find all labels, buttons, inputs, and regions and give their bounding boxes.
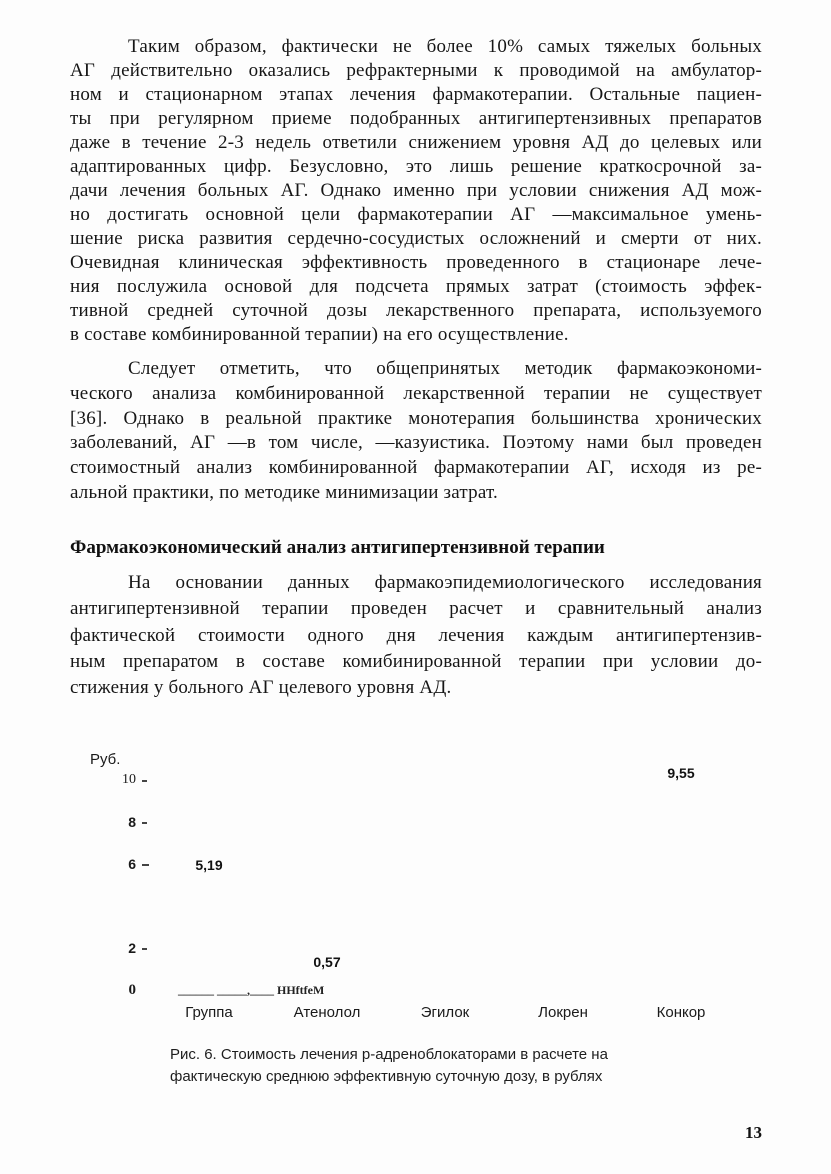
y-tick-label: 2 [128,940,136,956]
x-category-label: Локрен [538,1004,588,1021]
x-category-label: Группа [185,1004,233,1021]
x-category-label: Конкор [656,1004,706,1021]
caption-line: Рис. 6. Стоимость лечения р-адреноблокаторами в расчете на [170,1046,608,1063]
text-line: АГ действительно оказались рефрактерными к проводимой на амбулатор- [70,60,762,81]
text-line: фактической стоимости одного дня лечения каждым антигипертензив- [70,624,762,646]
text-line: даже в течение 2-3 недель ответили снижением уровня АД до целевых или [70,132,762,153]
section-heading: Фармакоэкономический анализ антигипертензивной терапии [70,537,605,558]
page-number: 13 [745,1123,762,1142]
text-line: шение риска развития сердечно-сосудистых осложнений и смерти от них. [70,228,762,249]
y-axis-label: Руб. [90,751,121,768]
text-line: На основании данных фармакоэпидемиологического исследования [128,572,762,593]
data-label: 0,57 [313,954,341,971]
text-line: но достигать основной цели фармакотерапии АГ —максимальное умень- [70,204,762,225]
text-line: альной практики, по методике минимизации затрат. [70,481,498,503]
x-category-label: Эгилок [420,1004,470,1021]
text-line: ния послужила основой для подсчета прямых затрат (стоимость эффек- [70,276,762,297]
paragraph [70,357,762,506]
y-tick-mark [142,948,147,950]
text-line: тивной средней суточной дозы лекарственного препарата, используемого [70,300,762,321]
y-tick-mark [142,822,147,824]
text-line: Следует отметить, что общепринятых методик фармакоэкономи- [128,358,762,379]
text-line: стоимостный анализ комбинированной фармакотерапии АГ, исходя из ре- [70,457,762,479]
y-tick-mark [142,780,147,782]
y-tick-label: 0 [128,982,136,998]
text-line: дачи лечения больных АГ. Однако именно при условии снижения АД мож- [70,180,762,201]
caption-line: фактическую среднюю эффективную суточную дозу, в рублях [170,1068,603,1085]
figure-caption [170,1044,730,1088]
text-line: Очевидная клиническая эффективность проведенного в стационаре лече- [70,252,762,273]
text-line: заболеваний, АГ —в том числе, —казуистика. Поэтому нами был проведен [70,432,762,454]
data-label: 5,19 [195,857,223,873]
paragraph [70,570,762,701]
y-tick-label: 8 [128,814,136,830]
text-line: ным препаратом в составе комибинированной терапии при условии до- [70,650,762,672]
text-line: Таким образом, фактически не более 10% самых тяжелых больных [128,36,762,57]
x-category-label: Атенолол [293,1004,361,1021]
y-tick-mark [142,864,149,866]
data-label: 9,55 [667,765,695,782]
y-tick-label: 10 [122,772,136,787]
text-line: ном и стационарном этапах лечения фармакотерапии. Остальные пациен- [70,84,762,105]
paragraph [70,35,762,347]
text-line: антигипертензивной терапии проведен расчет и сравнительный анализ [70,598,762,620]
text-line: ты при регулярном приеме подобранных антигипертензивных препаратов [70,108,762,129]
text-line: ческого анализа комбинированной лекарственной терапии не существует [70,382,762,404]
text-line: [36]. Однако в реальной практике монотерапия большинства хронических [70,407,762,429]
text-line: в составе комбинированной терапии) на его осуществление. [70,324,569,345]
y-tick-label: 6 [128,856,136,872]
text-line: адаптированных цифр. Безусловно, это лишь решение краткосрочной за- [70,156,762,177]
chart-annotation: ______ _____,____ HHftfeM [178,983,325,997]
text-line: стижения у больного АГ целевого уровня АД. [70,677,452,699]
bar-chart [0,740,831,1040]
